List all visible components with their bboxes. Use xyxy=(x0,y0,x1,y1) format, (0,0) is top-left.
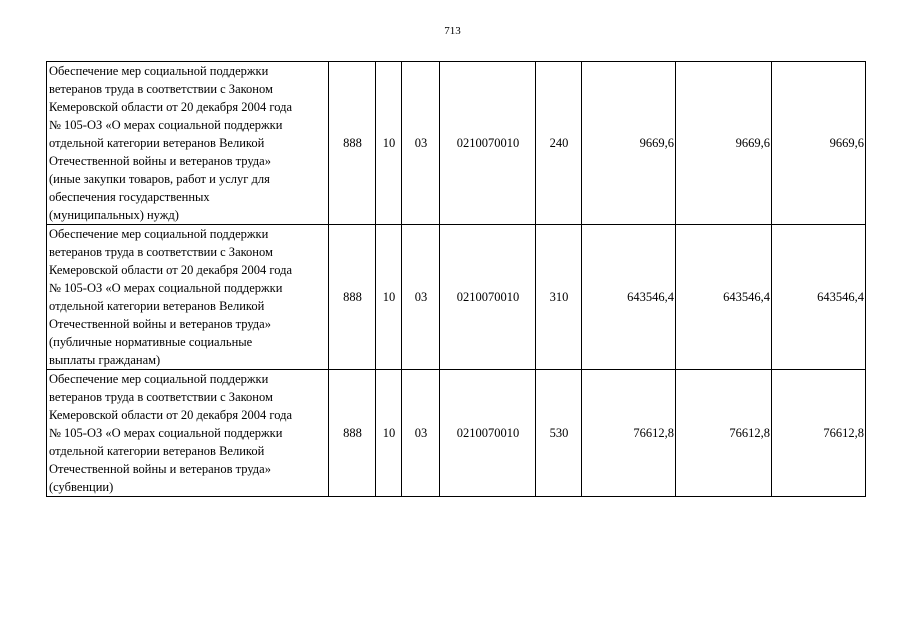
description-line: отдельной категории ветеранов Великой xyxy=(49,299,265,313)
description-line: обеспечения государственных xyxy=(49,190,210,204)
expense-type-cell: 240 xyxy=(536,62,582,225)
description-line: ветеранов труда в соответствии с Законом xyxy=(49,245,273,259)
description-line: (иные закупки товаров, работ и услуг для xyxy=(49,172,270,186)
section-code-cell: 10 xyxy=(376,225,402,370)
target-article-cell: 0210070010 xyxy=(440,225,536,370)
description-line: (публичные нормативные социальные xyxy=(49,335,253,349)
table-body xyxy=(47,62,866,497)
amount-year-1-cell: 9669,6 xyxy=(582,62,676,225)
table-row xyxy=(47,62,866,225)
section-code-cell: 10 xyxy=(376,370,402,497)
table-row xyxy=(47,225,866,370)
description-line: выплаты гражданам) xyxy=(49,353,161,367)
description-line: Обеспечение мер социальной поддержки xyxy=(49,227,269,241)
expense-type-cell: 530 xyxy=(536,370,582,497)
description-cell xyxy=(47,370,329,497)
ministry-code-cell: 888 xyxy=(329,370,376,497)
description-line: Отечественной войны и ветеранов труда» xyxy=(49,154,271,168)
amount-year-3-cell: 643546,4 xyxy=(772,225,866,370)
amount-year-2-cell: 9669,6 xyxy=(676,62,772,225)
description-line: Кемеровской области от 20 декабря 2004 года xyxy=(49,100,293,114)
ministry-code-cell: 888 xyxy=(329,225,376,370)
description-cell xyxy=(47,62,329,225)
description-line: Отечественной войны и ветеранов труда» xyxy=(49,462,271,476)
description-line: отдельной категории ветеранов Великой xyxy=(49,136,265,150)
description-cell xyxy=(47,225,329,370)
description-line: (субвенции) xyxy=(49,480,114,494)
description-line: Кемеровской области от 20 декабря 2004 года xyxy=(49,263,293,277)
description-line: № 105-ОЗ «О мерах социальной поддержки xyxy=(49,281,283,295)
amount-year-1-cell: 76612,8 xyxy=(582,370,676,497)
amount-year-3-cell: 9669,6 xyxy=(772,62,866,225)
ministry-code-cell: 888 xyxy=(329,62,376,225)
description-line: № 105-ОЗ «О мерах социальной поддержки xyxy=(49,426,283,440)
description-line: Обеспечение мер социальной поддержки xyxy=(49,372,269,386)
amount-year-2-cell: 643546,4 xyxy=(676,225,772,370)
subsection-code-cell: 03 xyxy=(402,62,440,225)
amount-year-1-cell: 643546,4 xyxy=(582,225,676,370)
description-line: ветеранов труда в соответствии с Законом xyxy=(49,82,273,96)
amount-year-3-cell: 76612,8 xyxy=(772,370,866,497)
page-number: 713 xyxy=(444,25,461,37)
subsection-code-cell: 03 xyxy=(402,370,440,497)
description-line: № 105-ОЗ «О мерах социальной поддержки xyxy=(49,118,283,132)
description-line: ветеранов труда в соответствии с Законом xyxy=(49,390,273,404)
table-row xyxy=(47,370,866,497)
target-article-cell: 0210070010 xyxy=(440,62,536,225)
description-line: отдельной категории ветеранов Великой xyxy=(49,444,265,458)
description-line: Отечественной войны и ветеранов труда» xyxy=(49,317,271,331)
description-line: (муниципальных) нужд) xyxy=(49,208,179,222)
target-article-cell: 0210070010 xyxy=(440,370,536,497)
description-line: Обеспечение мер социальной поддержки xyxy=(49,64,269,78)
budget-table xyxy=(46,61,866,497)
amount-year-2-cell: 76612,8 xyxy=(676,370,772,497)
description-line: Кемеровской области от 20 декабря 2004 года xyxy=(49,408,293,422)
section-code-cell: 10 xyxy=(376,62,402,225)
subsection-code-cell: 03 xyxy=(402,225,440,370)
expense-type-cell: 310 xyxy=(536,225,582,370)
